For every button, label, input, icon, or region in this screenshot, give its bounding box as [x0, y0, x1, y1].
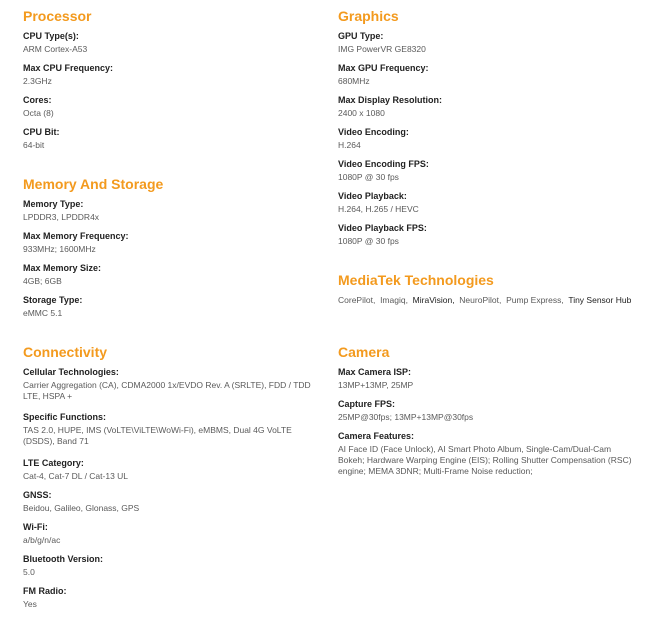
spec-label: Max GPU Frequency: [338, 63, 429, 73]
spec-label: Storage Type: [23, 295, 83, 305]
spec-label: Memory Type: [23, 199, 84, 209]
spec-field [338, 31, 633, 55]
spec-value: 64-bit [23, 140, 45, 150]
spec-field [23, 412, 323, 447]
spec-value: AI Face ID (Face Unlock), AI Smart Photo Album, Single-Cam/Dual-Cam Bokeh; Hardware Warping Engine (EIS); Rolling Shutter Compensation (RSC) engine; MEMA 3DNR; Multi-Frame Noise reduction; [338, 444, 632, 476]
spec-value: H.264 [338, 140, 361, 150]
spec-field [23, 95, 323, 119]
spec-value: 13MP+13MP, 25MP [338, 380, 414, 390]
tech-link[interactable]: MiraVision, [412, 295, 455, 305]
spec-field [23, 586, 323, 610]
spec-value: ARM Cortex-A53 [23, 44, 88, 54]
spec-label: Wi-Fi: [23, 522, 48, 532]
spec-field [23, 63, 323, 87]
memory-title: Memory And Storage [23, 176, 164, 192]
mediatek-tech-list [338, 294, 633, 306]
spec-field [23, 490, 323, 514]
spec-label: Max Memory Size: [23, 263, 102, 273]
graphics-title: Graphics [338, 8, 399, 24]
spec-value: a/b/g/n/ac [23, 535, 61, 545]
spec-field [23, 554, 323, 578]
spec-field [23, 127, 323, 151]
tech-link[interactable]: CorePilot, [338, 295, 376, 305]
spec-value: H.264, H.265 / HEVC [338, 204, 419, 214]
spec-label: CPU Type(s): [23, 31, 79, 41]
spec-label: Max CPU Frequency: [23, 63, 114, 73]
spec-label: Video Encoding: [338, 127, 409, 137]
tech-link[interactable]: Pump Express, [506, 295, 564, 305]
spec-label: LTE Category: [23, 458, 84, 468]
spec-field [23, 367, 323, 402]
spec-label: Capture FPS: [338, 399, 396, 409]
spec-value: TAS 2.0, HUPE, IMS (VoLTE\ViLTE\WoWi-Fi), eMBMS, Dual 4G VoLTE (DSDS), Band 71 [23, 425, 292, 446]
spec-label: Cellular Technologies: [23, 367, 119, 377]
spec-field [23, 263, 323, 287]
spec-value: 25MP@30fps; 13MP+13MP@30fps [338, 412, 474, 422]
spec-field [338, 223, 633, 247]
spec-field [23, 199, 323, 223]
spec-field [23, 31, 323, 55]
spec-label: Video Encoding FPS: [338, 159, 429, 169]
spec-value: 933MHz; 1600MHz [23, 244, 96, 254]
spec-label: GNSS: [23, 490, 52, 500]
spec-field [338, 191, 633, 215]
spec-label: Max Camera ISP: [338, 367, 412, 377]
connectivity-title: Connectivity [23, 344, 108, 360]
tech-link[interactable]: Imagiq, [380, 295, 408, 305]
spec-value: 1080P @ 30 fps [338, 236, 399, 246]
spec-field [23, 522, 323, 546]
spec-label: Video Playback: [338, 191, 407, 201]
spec-field [338, 367, 633, 391]
spec-value: Yes [23, 599, 37, 609]
spec-value: 2400 x 1080 [338, 108, 385, 118]
spec-field [338, 431, 633, 477]
spec-field [23, 231, 323, 255]
tech-link[interactable]: Tiny Sensor Hub [568, 295, 632, 305]
spec-field [338, 159, 633, 183]
mediatek-title: MediaTek Technologies [338, 272, 494, 288]
spec-value: Octa (8) [23, 108, 54, 118]
tech-link[interactable]: NeuroPilot, [459, 295, 502, 305]
spec-label: Max Memory Frequency: [23, 231, 129, 241]
spec-field [338, 399, 633, 423]
spec-label: Camera Features: [338, 431, 415, 441]
spec-value: 2.3GHz [23, 76, 52, 86]
spec-field [338, 63, 633, 87]
spec-label: GPU Type: [338, 31, 384, 41]
spec-value: Cat-4, Cat-7 DL / Cat-13 UL [23, 471, 129, 481]
spec-label: CPU Bit: [23, 127, 60, 137]
spec-label: Video Playback FPS: [338, 223, 427, 233]
spec-label: Bluetooth Version: [23, 554, 104, 564]
spec-field [338, 127, 633, 151]
spec-label: Specific Functions: [23, 412, 107, 422]
camera-title: Camera [338, 344, 390, 360]
spec-value: 5.0 [23, 567, 35, 577]
spec-value: IMG PowerVR GE8320 [338, 44, 426, 54]
spec-value: Carrier Aggregation (CA), CDMA2000 1x/EVDO Rev. A (SRLTE), FDD / TDD LTE, HSPA + [23, 380, 311, 401]
spec-label: FM Radio: [23, 586, 67, 596]
spec-value: 4GB; 6GB [23, 276, 62, 286]
spec-label: Cores: [23, 95, 52, 105]
spec-value: Beidou, Galileo, Glonass, GPS [23, 503, 140, 513]
spec-value: LPDDR3, LPDDR4x [23, 212, 100, 222]
spec-value: 1080P @ 30 fps [338, 172, 399, 182]
spec-field [23, 295, 323, 319]
spec-label: Max Display Resolution: [338, 95, 443, 105]
spec-field [338, 95, 633, 119]
spec-value: eMMC 5.1 [23, 308, 63, 318]
spec-value: 680MHz [338, 76, 370, 86]
spec-field [23, 458, 323, 482]
processor-title: Processor [23, 8, 92, 24]
